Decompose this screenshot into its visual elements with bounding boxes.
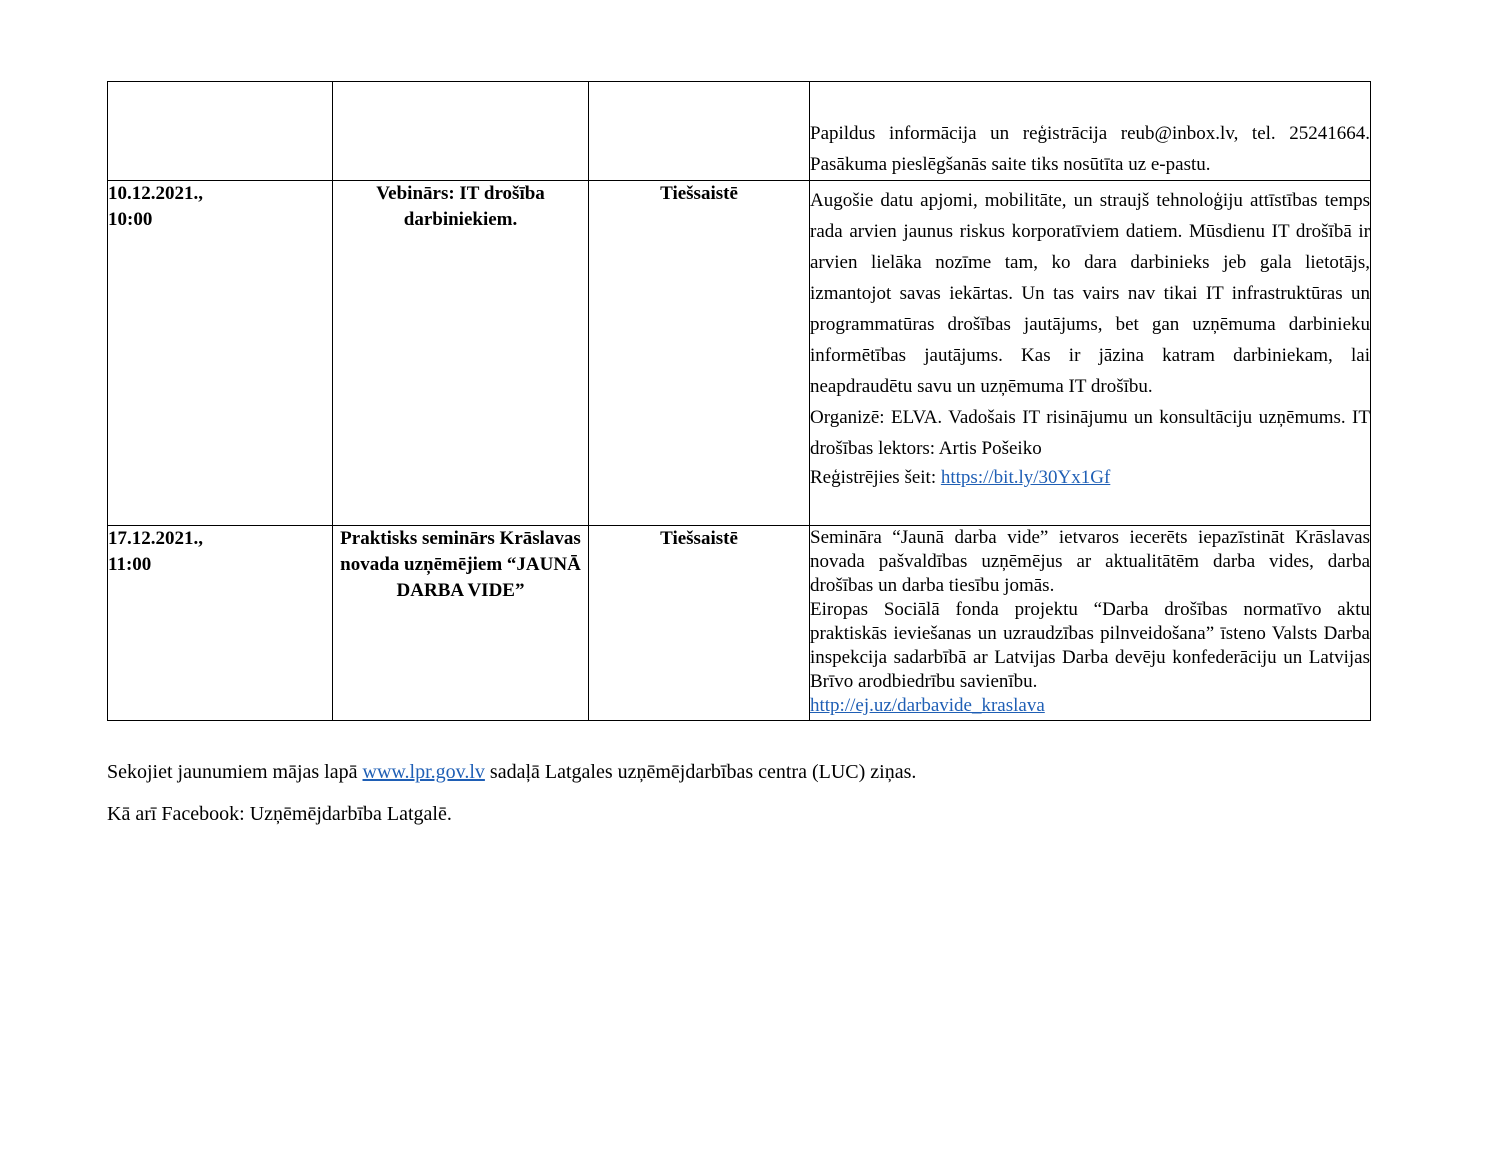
website-link[interactable]: www.lpr.gov.lv <box>362 761 485 783</box>
organizer-paragraph: Organizē: ELVA. Vadošais IT risinājumu un konsultāciju uzņēmums. IT drošības lektors: Artis Pošeiko <box>810 407 1370 459</box>
table-row <box>108 526 1371 721</box>
link-line <box>810 694 1370 718</box>
date-cell <box>108 82 333 181</box>
place-cell <box>589 82 810 181</box>
description-cell <box>810 82 1371 181</box>
description-paragraph: Semināra “Jaunā darba vide” ietvaros iecerēts iepazīstināt Krāslavas novada pašvaldības uzņēmējus ar aktualitātēm darba vides, darba drošības un darba tiesību jomās. <box>810 527 1370 596</box>
event-title: Vebinārs: IT drošība darbiniekiem. <box>333 181 589 526</box>
registration-line <box>810 464 1370 492</box>
event-place: Tiešsaistē <box>589 181 810 526</box>
event-link[interactable]: http://ej.uz/darbavide_kraslava <box>810 695 1045 716</box>
event-date: 10.12.2021., <box>108 183 203 204</box>
registration-label: Reģistrējies šeit: <box>810 467 941 488</box>
events-table <box>107 81 1371 721</box>
date-cell <box>108 526 333 721</box>
description-paragraph: Eiropas Sociālā fonda projektu “Darba drošības normatīvo aktu praktiskās ieviešanas un uzraudzības pilnveidošana” īsteno Valsts Darba inspekcija sadarbībā ar Latvijas Darba devēju konfederāciju un Latvijas Brīvo arodbiedrību savienību. <box>810 599 1370 692</box>
table-row <box>108 82 1371 181</box>
description-cell <box>810 181 1371 526</box>
event-place: Tiešsaistē <box>589 526 810 721</box>
description-paragraph: Augošie datu apjomi, mobilitāte, un straujš tehnoloģiju attīstības temps rada arvien jaunus riskus korporatīviem datiem. Mūsdienu IT drošībā ir arvien lielāka nozīme tam, ko dara darbinieks jeb gala lietotājs, izmantojot savas iekārtas. Un tas vairs nav tikai IT infrastruktūras un programmatūras drošības jautājums, bet gan uzņēmuma darbinieku informētības jautājums. Kas ir jāzina katram darbiniekam, lai neapdraudētu savu un uzņēmuma IT drošību. <box>810 190 1370 397</box>
event-title: Praktisks seminārs Krāslavas novada uzņēmējiem “JAUNĀ DARBA VIDE” <box>333 526 589 721</box>
footer-prefix: Sekojiet jaunumiem mājas lapā <box>107 761 363 783</box>
footer-website-line <box>107 761 916 784</box>
event-date: 17.12.2021., <box>108 528 203 549</box>
footer-facebook-line: Kā arī Facebook: Uzņēmējdarbība Latgalē. <box>107 803 452 825</box>
date-cell <box>108 181 333 526</box>
title-cell <box>333 82 589 181</box>
registration-link[interactable]: https://bit.ly/30Yx1Gf <box>940 467 1111 488</box>
footer-suffix: sadaļā Latgales uzņēmējdarbības centra (LUC) ziņas. <box>484 761 917 783</box>
event-time: 11:00 <box>108 554 152 575</box>
event-time: 10:00 <box>108 209 153 230</box>
table-row <box>108 181 1371 526</box>
description-cell <box>810 526 1371 721</box>
description-paragraph: Papildus informācija un reģistrācija reub@inbox.lv, tel. 25241664. Pasākuma pieslēgšanās saite tiks nosūtīta uz e-pastu. <box>810 123 1370 175</box>
